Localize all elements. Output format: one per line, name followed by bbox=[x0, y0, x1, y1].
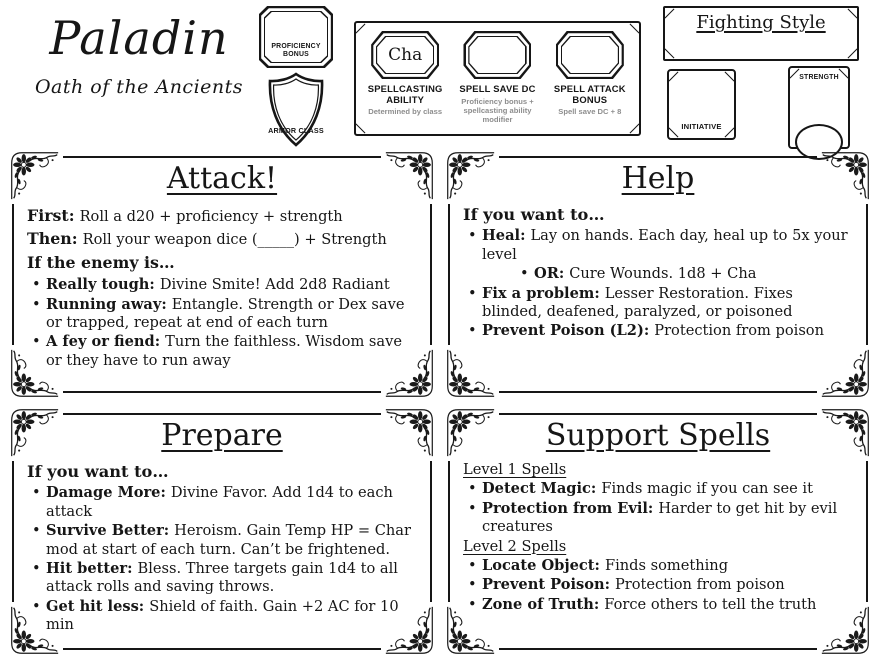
list-item: • Survive Better: Heroism. Gain Temp HP = Char mod at start of each turn. Can’t be frightened. bbox=[26, 522, 419, 559]
corner-flourish-icon bbox=[384, 406, 436, 458]
strength-box bbox=[788, 66, 850, 149]
list-item: • Running away: Entangle. Strength or Dex save or trapped, repeat at end of each turn bbox=[26, 296, 419, 333]
level-1-bullet-list bbox=[462, 480, 855, 536]
list-item: • Get hit less: Shield of faith. Gain +2 AC for 10 min bbox=[26, 598, 419, 635]
section-attack bbox=[9, 150, 435, 399]
fighting-style-label: Fighting Style bbox=[696, 12, 826, 33]
proficiency-bonus-label: PROFICIENCY BONUS bbox=[271, 43, 321, 59]
spell-attack-bonus-label: SPELL ATTACK BONUS bbox=[553, 83, 626, 105]
list-item: • Heal: Lay on hands. Each day, heal up to 5x your level bbox=[462, 227, 855, 264]
help-body bbox=[445, 200, 871, 341]
corner-flourish-icon bbox=[444, 149, 496, 201]
corner-flourish-icon bbox=[820, 406, 872, 458]
initiative-label: INITIATIVE bbox=[681, 122, 722, 132]
support-body bbox=[445, 457, 871, 614]
strength-label: STRENGTH bbox=[799, 74, 839, 81]
spell-save-dc-column bbox=[453, 31, 541, 131]
level-2-bullet-list bbox=[462, 557, 855, 614]
attack-title: Attack! bbox=[166, 161, 278, 196]
spellcasting-ability-box bbox=[371, 31, 439, 79]
quadrant-grid bbox=[9, 150, 871, 656]
attack-line-then: Then: Roll your weapon dice (_____) + Strength bbox=[27, 229, 387, 249]
attack-line-first: First: Roll a d20 + proficiency + strength bbox=[27, 206, 343, 225]
proficiency-bonus-box bbox=[259, 6, 333, 68]
prepare-title: Prepare bbox=[161, 418, 283, 453]
list-item: • Zone of Truth: Force others to tell the truth bbox=[462, 596, 855, 614]
prepare-body bbox=[9, 457, 435, 634]
armor-class-label: ARMOR CLASS bbox=[268, 125, 324, 135]
support-title: Support Spells bbox=[545, 418, 771, 453]
prepare-bullet-list bbox=[26, 484, 419, 634]
attack-body bbox=[9, 200, 435, 370]
spellcasting-ability-value: Cha bbox=[388, 45, 423, 65]
title-block bbox=[26, 11, 252, 99]
help-intro: If you want to… bbox=[463, 205, 605, 224]
sheet-header bbox=[0, 0, 880, 150]
subclass-title: Oath of the Ancients bbox=[34, 76, 244, 99]
corner-flourish-icon bbox=[384, 149, 436, 201]
shield-icon bbox=[264, 71, 328, 149]
list-item: • Locate Object: Finds something bbox=[462, 557, 855, 575]
spell-save-dc-box bbox=[463, 31, 531, 79]
level-1-spells-heading: Level 1 Spells bbox=[463, 461, 567, 478]
section-prepare bbox=[9, 407, 435, 656]
class-title: Paladin bbox=[49, 11, 229, 65]
spell-save-dc-desc: Proficiency bonus + spellcasting ability modifier bbox=[461, 96, 534, 125]
initiative-box bbox=[667, 69, 736, 140]
list-item: • Prevent Poison (L2): Protection from poison bbox=[462, 322, 855, 340]
corner-flourish-icon bbox=[820, 149, 872, 201]
corner-flourish-icon bbox=[8, 406, 60, 458]
level-2-spells-heading: Level 2 Spells bbox=[463, 537, 567, 555]
list-item: • Hit better: Bless. Three targets gain 1d4 to all attack rolls and saving throws. bbox=[26, 560, 419, 597]
list-item: • Prevent Poison: Protection from poison bbox=[462, 576, 855, 594]
list-item: • Detect Magic: Finds magic if you can see it bbox=[462, 480, 855, 498]
list-item: • Really tough: Divine Smite! Add 2d8 Radiant bbox=[26, 276, 419, 294]
spell-attack-bonus-box bbox=[556, 31, 624, 79]
spell-save-dc-label: SPELL SAVE DC bbox=[459, 83, 536, 94]
spellcasting-ability-label: SPELLCASTING ABILITY bbox=[367, 83, 443, 105]
corner-flourish-icon bbox=[444, 348, 496, 400]
spellcasting-ability-desc: Determined by class bbox=[368, 107, 443, 117]
list-item: • Damage More: Divine Favor. Add 1d4 to each attack bbox=[26, 484, 419, 521]
section-help bbox=[445, 150, 871, 399]
spell-attack-bonus-column bbox=[546, 31, 634, 131]
list-item-sub: • OR: Cure Wounds. 1d8 + Cha bbox=[514, 265, 855, 283]
list-item: • Protection from Evil: Harder to get hit by evil creatures bbox=[462, 500, 855, 537]
list-item: • A fey or fiend: Turn the faithless. Wisdom save or they have to run away bbox=[26, 333, 419, 370]
help-bullet-list bbox=[462, 227, 855, 340]
section-support-spells bbox=[445, 407, 871, 656]
prepare-intro: If you want to… bbox=[27, 462, 169, 481]
corner-flourish-icon bbox=[444, 406, 496, 458]
spellcasting-panel bbox=[354, 21, 641, 136]
attack-bullet-list bbox=[26, 276, 419, 370]
armor-class-shield bbox=[264, 71, 328, 149]
fighting-style-box bbox=[663, 6, 859, 61]
list-item: • Fix a problem: Lesser Restoration. Fixes blinded, deafened, paralyzed, or poisoned bbox=[462, 285, 855, 322]
corner-flourish-icon bbox=[8, 149, 60, 201]
attack-line-enemy: If the enemy is… bbox=[27, 252, 175, 272]
spell-attack-bonus-desc: Spell save DC + 8 bbox=[558, 107, 622, 117]
corner-flourish-icon bbox=[820, 348, 872, 400]
spellcasting-ability-column bbox=[361, 31, 449, 131]
help-title: Help bbox=[621, 161, 695, 196]
